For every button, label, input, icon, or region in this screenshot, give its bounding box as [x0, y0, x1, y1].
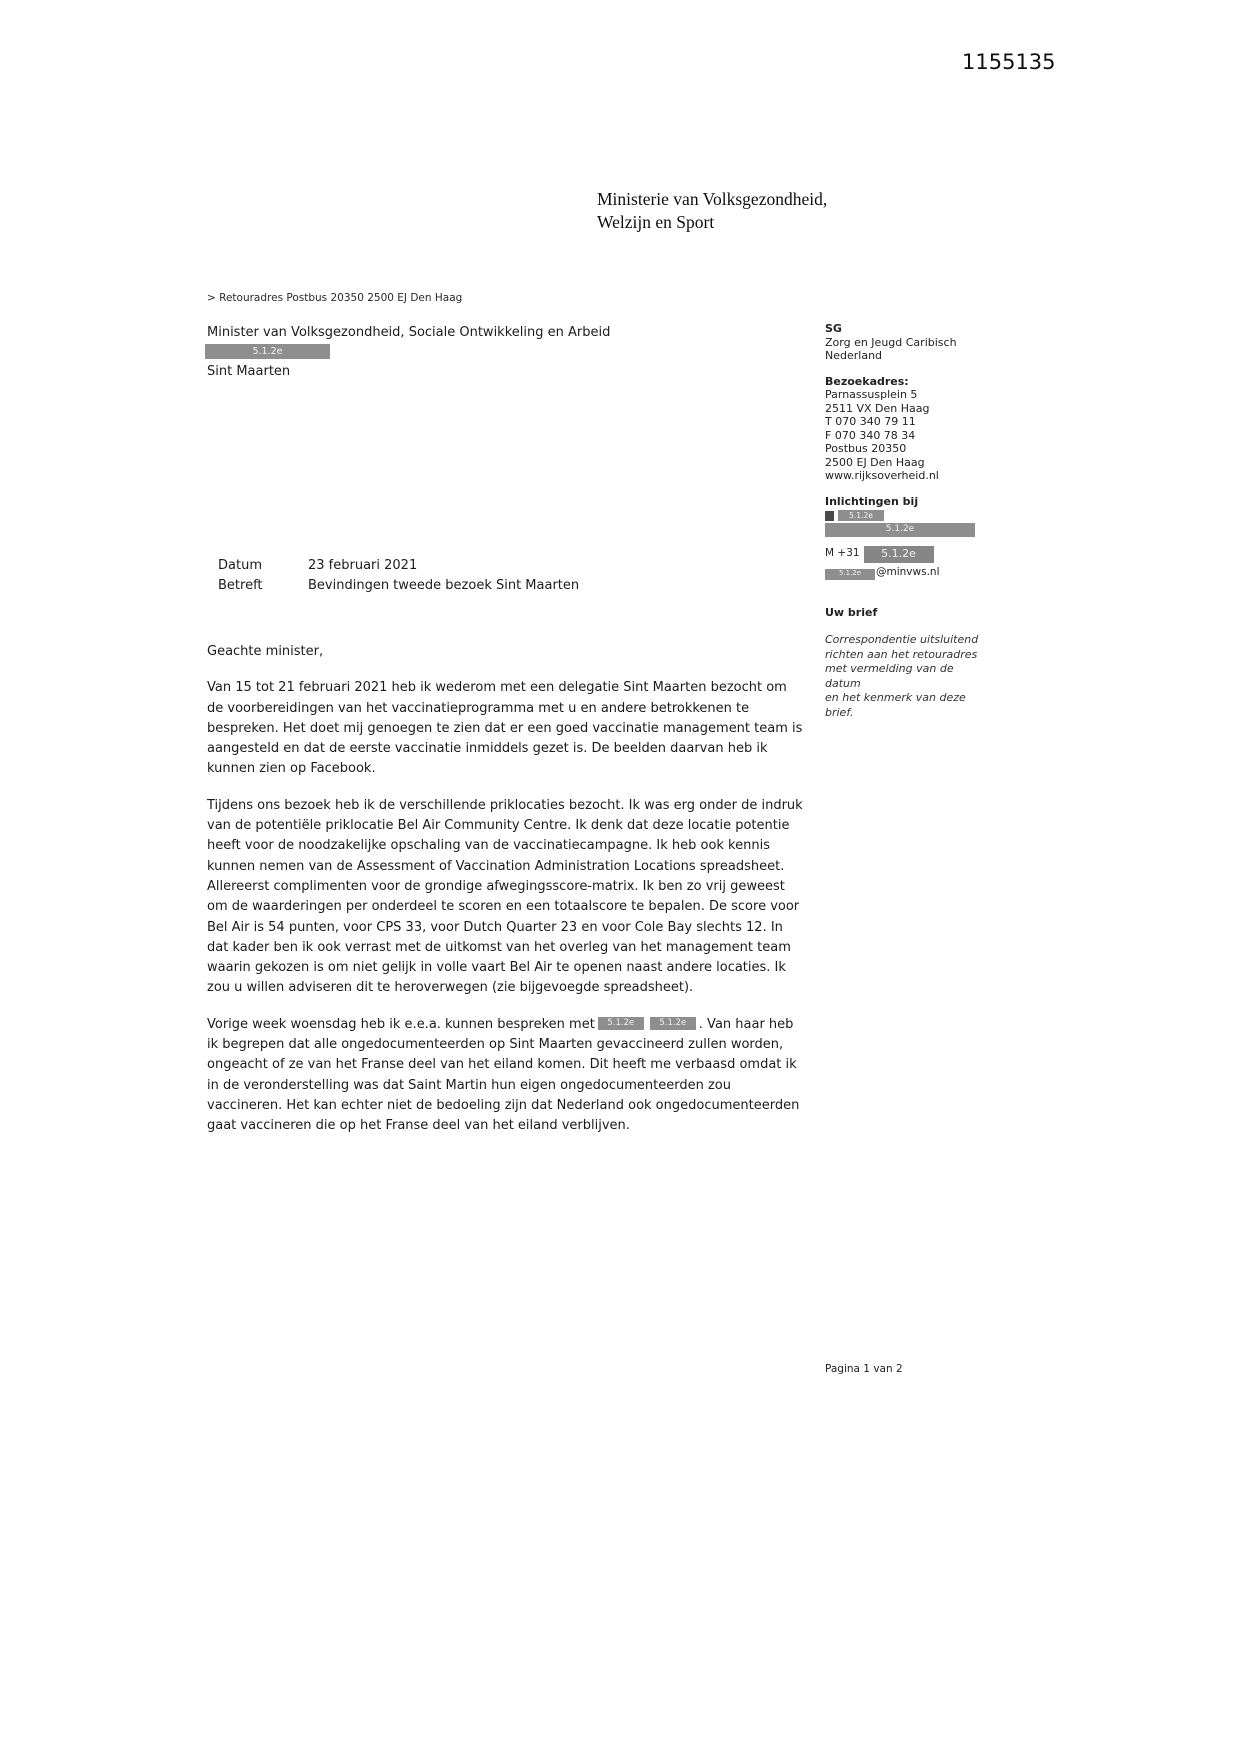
note-line: en het kenmerk van deze	[825, 691, 966, 704]
org-unit: SG	[825, 322, 842, 335]
visit-address-label: Bezoekadres:	[825, 374, 909, 388]
redaction-bar: 5.1.2e	[598, 1017, 644, 1030]
note-line: brief.	[825, 705, 854, 719]
email-suffix: @minvws.nl	[876, 566, 940, 578]
redaction-bar: 5.1.2e	[825, 569, 875, 580]
correspondence-note	[825, 633, 983, 720]
document-number: 1155135	[962, 50, 1056, 74]
org-unit-line-2: Nederland	[825, 349, 883, 362]
subject-row	[218, 576, 579, 596]
redaction-bar: 5.1.2e	[864, 546, 934, 563]
mobile-phone-line	[825, 545, 983, 563]
ministry-line-2: Welzijn en Sport	[597, 212, 715, 232]
paragraph-1: Van 15 tot 21 februari 2021 heb ik wederom met een delegatie Sint Maarten bezocht om de voorbereidingen van het vaccinatieprogramma met u en andere betrokkenen te bespreken. Het doet mij genoegen te zien dat er een goed vaccinatie management team is aangesteld en dat de eerste vaccinatie inmiddels gezet is. De beelden daarvan heb ik kunnen zien op Facebook.	[207, 680, 803, 777]
recipient-address-block	[207, 324, 610, 380]
return-address: > Retouradres Postbus 20350 2500 EJ Den Haag	[207, 292, 463, 304]
address-line: Postbus 20350	[825, 442, 907, 455]
your-letter-label: Uw brief	[825, 605, 878, 619]
redaction-mark	[825, 511, 834, 521]
date-row	[218, 556, 579, 576]
ministry-line-1: Ministerie van Volksgezondheid,	[597, 189, 828, 209]
address-line: F 070 340 78 34	[825, 428, 916, 442]
note-line: Correspondentie uitsluitend	[825, 633, 979, 646]
paragraph-3	[207, 1015, 804, 1137]
redaction-bar: 5.1.2e	[650, 1017, 696, 1030]
recipient-line-1: Minister van Volksgezondheid, Sociale Ontwikkeling en Arbeid	[207, 325, 611, 340]
address-line: 2500 EJ Den Haag	[825, 455, 925, 469]
note-line: met vermelding van de datum	[825, 662, 954, 690]
date-label: Datum	[218, 558, 262, 573]
letter-meta	[218, 556, 579, 596]
address-line: T 070 340 79 11	[825, 415, 916, 428]
recipient-line-2: Sint Maarten	[207, 364, 291, 379]
letterhead-sidebar	[825, 322, 983, 720]
salutation: Geachte minister,	[207, 644, 324, 659]
date-value: 23 februari 2021	[308, 558, 418, 573]
contact-label: Inlichtingen bij	[825, 494, 919, 508]
paragraph-3-text: Vorige week woensdag heb ik e.e.a. kunnen bespreken met	[207, 1016, 595, 1032]
redaction-bar: 5.1.2e	[838, 510, 884, 521]
note-line: richten aan het retouradres	[825, 647, 978, 661]
subject-value: Bevindingen tweede bezoek Sint Maarten	[308, 578, 580, 593]
page-number: Pagina 1 van 2	[825, 1363, 903, 1375]
paragraph-3-text: . Van haar heb ik begrepen dat alle ongedocumenteerden op Sint Maarten gevaccineerd zullen worden, ongeacht of ze van het Franse deel van het eiland komen. Dit heeft me verbaasd omdat ik in de veronderstelling was dat Saint Martin hun eigen ongedocumenteerden zou vaccineren. Het kan echter niet de bedoeling zijn dat Nederland ook ongedocumenteerden gaat vaccineren die op het Franse deel van het eiland verblijven.	[207, 1016, 800, 1134]
subject-label: Betreft	[218, 578, 263, 593]
mobile-prefix: M +31	[825, 547, 860, 560]
contact-redacted-line	[825, 523, 983, 537]
paragraph-2: Tijdens ons bezoek heb ik de verschillende priklocaties bezocht. Ik was erg onder de indruk van de potentiële priklocatie Bel Air Community Centre. Ik denk dat deze locatie potentie heeft voor de noodzakelijke opschaling van de vaccinatiecampagne. Ik heb ook kennis kunnen nemen van de Assessment of Vaccination Administration Locations spreadsheet. Allereerst complimenten voor de grondige afwegingsscore-matrix. Ik ben zo vrij geweest om de waarderingen per onderdeel te scoren en een totaalscore te bepalen. De score voor Bel Air is 54 punten, voor CPS 33, voor Dutch Quarter 23 en voor Cole Bay slechts 12. In dat kader ben ik ook verrast met de uitkomst van het overleg van het management team waarin gekozen is om niet gelijk in volle vaart Bel Air te openen naast andere locaties. Ik zou u willen adviseren dit te heroverwegen (zie bijgevoegde spreadsheet).	[207, 797, 803, 996]
website-url: www.rijksoverheid.nl	[825, 469, 939, 482]
address-line: Parnassusplein 5	[825, 388, 918, 401]
email-line	[825, 566, 983, 580]
redaction-bar: 5.1.2e	[825, 523, 975, 537]
contact-name-line	[825, 510, 983, 521]
ministry-wordmark	[597, 188, 827, 234]
org-unit-line-1: Zorg en Jeugd Caribisch	[825, 335, 957, 349]
redaction-bar: 5.1.2e	[205, 344, 330, 359]
letter-body	[207, 642, 804, 1153]
address-line: 2511 VX Den Haag	[825, 401, 930, 415]
